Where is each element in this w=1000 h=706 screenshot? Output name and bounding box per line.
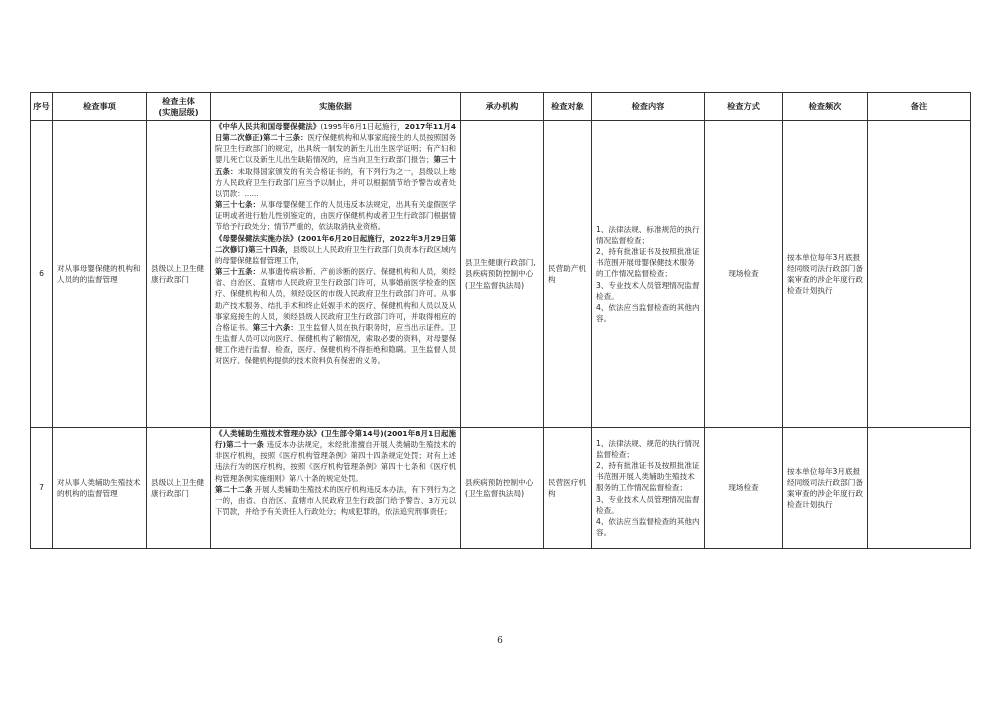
- content-line: 2、持有批准证书及按照批准证书范围开展人类辅助生殖技术服务的工作情况监督检查；: [596, 460, 700, 493]
- basis-bold: 第三十五条：: [215, 267, 261, 277]
- header-row: [31, 93, 971, 121]
- row-content: [592, 121, 705, 428]
- basis-paragraph: [215, 266, 456, 366]
- basis-paragraph: [215, 233, 456, 266]
- header-subject: [147, 93, 211, 121]
- row-note: [868, 428, 971, 549]
- row-subject: 县级以上卫生健康行政部门: [147, 428, 211, 549]
- row-note: [868, 121, 971, 428]
- row-frequency: 按本单位每年3月底报经同级司法行政部门备案审查的涉企年度行政检查计划执行: [783, 121, 868, 428]
- basis-paragraph: [215, 121, 456, 199]
- basis-text: 医疗保健机构和从事家庭接生的人员按照国务院卫生行政部门的规定，出具统一制发的新生儿出生医学证明；有产妇和婴儿死亡以及新生儿出生缺陷情况的，应当向卫生行政部门报告；: [215, 133, 456, 165]
- table-row: [31, 121, 971, 428]
- basis-text: 未取得国家颁发的有关合格证书的，有下列行为之一，县级以上地方人民政府卫生行政部门应当予以制止，并可以根据情节给予警告或者处以罚款：......: [215, 166, 456, 198]
- header-basis: 实施依据: [211, 93, 461, 121]
- basis-text: 从事遗传病诊断、产前诊断的医疗、保健机构和人员，须经省、自治区、直辖市人民政府卫生行政部门许可，从事婚前医学检查的医疗、保健机构和人员，须经设区的市级人民政府卫生行政部门许可。从事助产技术服务、结扎手术和终止妊娠手术的医疗、保健机构和人员以及从事家庭接生的人员，须经县级人民政府卫生行政部门许可，并取得相应的合格证书。: [215, 267, 456, 332]
- basis-bold: 第三十七条：: [215, 200, 261, 210]
- content-line: 4、依法应当监督检查的其他内容。: [596, 517, 700, 538]
- row-basis: [211, 121, 461, 428]
- basis-text: 县级以上人民政府卫生行政部门负责本行政区域内的母婴保健监督管理工作，: [215, 244, 456, 265]
- basis-paragraph: [215, 199, 456, 232]
- header-frequency: 检查频次: [783, 93, 868, 121]
- basis-bold: 《母婴保健法实施办法》(2001年6月20日起施行，2022年3月29日第二次修订)第三十四条，: [215, 233, 456, 254]
- row-method: 现场检查: [705, 121, 783, 428]
- basis-text: 卫生监督人员在执行职务时，应当出示证件。卫生监督人员可以向医疗、保健机构了解情况，索取必要的资料，对母婴保健工作进行监督、检查，医疗、保健机构不得拒绝和隐瞒。卫生监督人员对医疗、保健机构提供的技术资料负有保密的义务。: [215, 322, 456, 366]
- basis-bold: 《人类辅助生殖技术管理办法》(卫生部令第14号)(2001年8月1日起施行)第二十一条: [215, 429, 456, 450]
- basis-bold: 第三十六条：: [252, 322, 298, 332]
- basis-text: 违反本办法规定，未经批准擅自开展人类辅助生殖技术的非医疗机构，按照《医疗机构管理条例》第四十四条规定处罚；对有上述违法行为的医疗机构，按照《医疗机构管理条例》第四十七条和《医疗机构管理条例实施细则》第八十条的规定处罚。: [215, 440, 456, 483]
- table-row: [31, 428, 971, 549]
- basis-bold: 第三十五条：: [215, 155, 456, 176]
- header-item: 检查事项: [53, 93, 147, 121]
- row-frequency: 按本单位每年3月底报经同级司法行政部门备案审查的涉企年度行政检查计划执行: [783, 428, 868, 549]
- row-basis: [211, 428, 461, 549]
- row-subject: 县级以上卫生健康行政部门: [147, 121, 211, 428]
- header-subject-line2: (实施层级): [158, 106, 199, 117]
- basis-paragraph: [215, 484, 456, 517]
- row-item: 对从事人类辅助生殖技术的机构的监督管理: [53, 428, 147, 549]
- row-object: 民营助产机构: [544, 121, 592, 428]
- basis-paragraph: [215, 428, 456, 484]
- basis-text: (1995年6月1日起施行，: [320, 122, 405, 131]
- row-agency: 县卫生健康行政部门,县疾病预防控制中心(卫生监督执法局): [461, 121, 544, 428]
- row-no: 6: [31, 121, 53, 428]
- header-object: 检查对象: [544, 93, 592, 121]
- row-method: 现场检查: [705, 428, 783, 549]
- header-subject-line1: 检查主体: [162, 95, 195, 106]
- basis-bold: 第二十二条: [215, 484, 253, 494]
- header-no: 序号: [31, 93, 53, 121]
- content-line: 3、专业技术人员管理情况监督检查。: [596, 280, 700, 301]
- row-agency: 县疾病预防控制中心(卫生监督执法局): [461, 428, 544, 549]
- row-no: 7: [31, 428, 53, 549]
- content-line: 4、依法应当监督检查的其他内容。: [596, 303, 700, 324]
- content-line: 1、法律法规、标准规范的执行情况监督检查；: [596, 224, 700, 245]
- basis-bold: 《中华人民共和国母婴保健法》: [215, 122, 321, 131]
- page-number: 6: [497, 636, 503, 646]
- header-content: 检查内容: [592, 93, 705, 121]
- row-content: [592, 428, 705, 549]
- header-agency: 承办机构: [461, 93, 544, 121]
- header-method: 检查方式: [705, 93, 783, 121]
- content-line: 3、专业技术人员管理情况监督检查。: [596, 494, 700, 515]
- content-line: 1、法律法规、规范的执行情况监督检查；: [596, 438, 700, 459]
- header-note: 备注: [868, 93, 971, 121]
- content-line: 2、持有批准证书及按照批准证书范围开展母婴保健技术服务的工作情况监督检查；: [596, 246, 700, 279]
- inspection-table: [30, 92, 971, 549]
- basis-text: 从事母婴保健工作的人员违反本法规定，出具有关虚假医学证明或者进行胎儿性别鉴定的，由医疗保健机构或者卫生行政部门根据情节给予行政处分；情节严重的，依法取消执业资格。: [215, 200, 456, 232]
- row-item: 对从事母婴保健的机构和人员的的监督管理: [53, 121, 147, 428]
- row-object: 民营医疗机构: [544, 428, 592, 549]
- basis-text: 开展人类辅助生殖技术的医疗机构违反本办法，有下列行为之一的，由省、自治区、直辖市人民政府卫生行政部门给予警告、3万元以下罚款，并给予有关责任人行政处分；构成犯罪的，依法追究刑事责任；: [215, 484, 456, 517]
- basis-bold: 2017年11月4日第二次修正)第二十三条：: [215, 122, 456, 143]
